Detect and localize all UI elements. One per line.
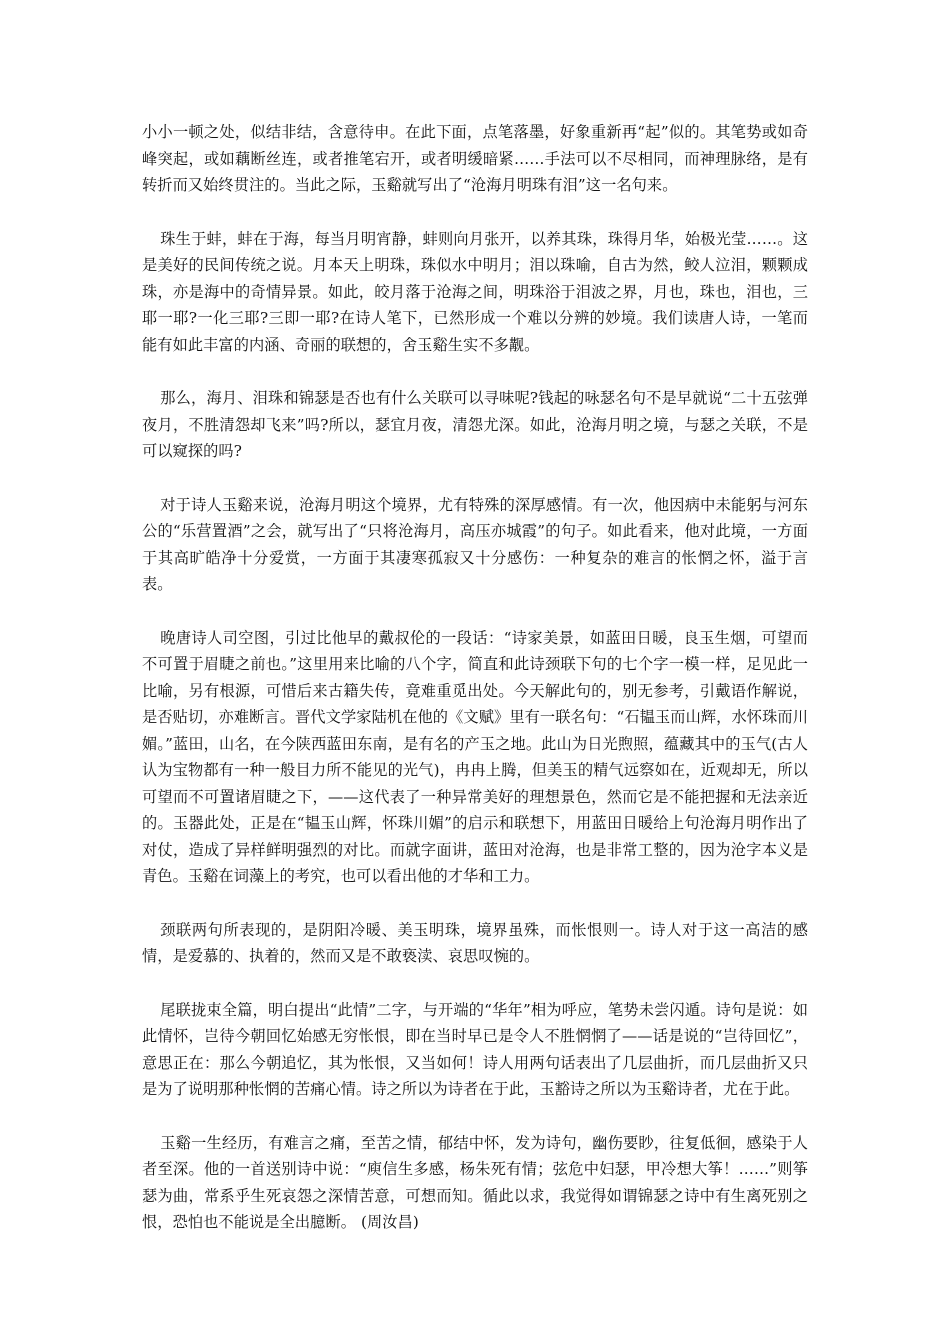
paragraph-5: 晚唐诗人司空图，引过比他早的戴叔伦的一段话：“诗家美景，如蓝田日暖，良玉生烟，可望而不可置于眉睫之前也。”这里用来比喻的八个字，简直和此诗颈联下句的七个字一模一样，足见此一比喻，另有根源，可惜后来古籍失传，竟难重觅出处。今天解此句的，别无参考，引戴语作解说，是否贴切，亦难断言。晋代文学家陆机在他的《文赋》里有一联名句：“石韫玉而山辉，水怀珠而川媚。”蓝田，山名，在今陕西蓝田东南，是有名的产玉之地。此山为日光煦照，蕴藏其中的玉气(古人认为宝物都有一种一般目力所不能见的光气)，冉冉上腾，但美玉的精气远察如在，近观却无，所以可望而不可置诸眉睫之下，——这代表了一种异常美好的理想景色，然而它是不能把握和无法亲近的。玉器此处，正是在“韫玉山辉，怀珠川媚”的启示和联想下，用蓝田日暖给上句沧海月明作出了对仗，造成了异样鲜明强烈的对比。而就字面讲，蓝田对沧海，也是非常工整的，因为沧字本义是青色。玉谿在词藻上的考究，也可以看出他的才华和工力。 <box>142 628 808 885</box>
paragraph-3: 那么，海月、泪珠和锦瑟是否也有什么关联可以寻味呢?钱起的咏瑟名句不是早就说“二十五弦弹夜月，不胜清怨却飞来”吗?所以，瑟宜月夜，清怨尤深。如此，沧海月明之境，与瑟之关联，不是可以窥探的吗? <box>142 389 808 460</box>
paragraph-1: 小小一顿之处，似结非结，含意待申。在此下面，点笔落墨，好象重新再“起”似的。其笔势或如奇峰突起，或如藕断丝连，或者推笔宕开，或者明缓暗紧……手法可以不尽相同，而神理脉络，是有转折而又始终贯注的。当此之际，玉谿就写出了“沧海月明珠有泪”这一名句来。 <box>142 123 808 194</box>
document-body <box>142 119 808 1263</box>
paragraph-4: 对于诗人玉谿来说，沧海月明这个境界，尤有特殊的深厚感情。有一次，他因病中未能躬与河东公的“乐营置酒”之会，就写出了“只将沧海月，高压亦城霞”的句子。如此看来，他对此境，一方面于其高旷皓净十分爱赏，一方面于其凄寒孤寂又十分感伤：一种复杂的难言的怅惘之怀，溢于言表。 <box>142 495 808 593</box>
paragraph-2: 珠生于蚌，蚌在于海，每当月明宵静，蚌则向月张开，以养其珠，珠得月华，始极光莹……。这是美好的民间传统之说。月本天上明珠，珠似水中明月；泪以珠喻，自古为然，鲛人泣泪，颗颗成珠，亦是海中的奇情异景。如此，皎月落于沧海之间，明珠浴于泪波之界，月也，珠也，泪也，三耶一耶?一化三耶?三即一耶?在诗人笔下，已然形成一个难以分辨的妙境。我们读唐人诗，一笔而能有如此丰富的内涵、奇丽的联想的，舍玉谿生实不多觏。 <box>142 229 808 354</box>
paragraph-6: 颈联两句所表现的，是阴阳冷暖、美玉明珠，境界虽殊，而怅恨则一。诗人对于这一高洁的感情，是爱慕的、执着的，然而又是不敢亵渎、哀思叹惋的。 <box>142 920 808 965</box>
paragraph-7: 尾联拢束全篇，明白提出“此情”二字，与开端的“华年”相为呼应，笔势未尝闪遁。诗句是说：如此情怀，岂待今朝回忆始感无穷怅恨，即在当时早已是令人不胜惘惘了——话是说的“岂待回忆”，意思正在：那么今朝追忆，其为怅恨，又当如何！诗人用两句话表出了几层曲折，而几层曲折又只是为了说明那种怅惘的苦痛心情。诗之所以为诗者在于此，玉豁诗之所以为玉谿诗者，尤在于此。 <box>142 1000 808 1098</box>
paragraph-8: 玉谿一生经历，有难言之痛，至苦之情，郁结中怀，发为诗句，幽伤要眇，往复低徊，感染于人者至深。他的一首送别诗中说：“庾信生多感，杨朱死有情；弦危中妇瑟，甲冷想大筝！……”则筝瑟为曲，常系乎生死哀怨之深情苦意，可想而知。循此以求，我觉得如谓锦瑟之诗中有生离死别之恨，恐怕也不能说是全出臆断。 (周汝昌) <box>142 1133 808 1231</box>
